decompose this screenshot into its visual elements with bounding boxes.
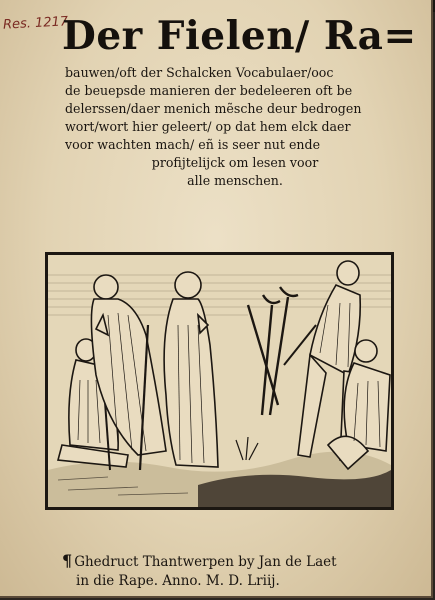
subtitle-line: alle menschen.	[187, 173, 283, 188]
subtitle-line: wort/wort hier geleert/ op dat hem elck daer	[65, 119, 351, 134]
woodcut-beggars-icon	[48, 255, 391, 507]
subtitle-line: bauwen/oft der Schalcken Vocabulaer/ooc	[65, 65, 334, 80]
subtitle-block	[65, 64, 405, 190]
woodcut-illustration	[45, 252, 394, 510]
subtitle-line: de beuepsde manieren der bedeleeren oft be	[65, 83, 353, 98]
pilcrow-icon: ¶	[62, 551, 73, 570]
page-title: Der Fielen/ Ra=	[62, 13, 417, 59]
subtitle-line: voor wachten mach/ eñ is seer nut ende	[65, 137, 321, 152]
subtitle-line: profijtelijck om lesen voor	[151, 155, 319, 170]
imprint-block	[62, 551, 402, 591]
subtitle-line: delerssen/daer menich mẽsche deur bedrogen	[65, 101, 362, 116]
shelfmark-annotation: Res. 1217	[2, 14, 69, 33]
imprint-text: Ghedruct Thantwerpen by Jan de Laet	[74, 554, 337, 570]
imprint-line-2: in die Rape. Anno. M. D. Lriij.	[76, 573, 280, 589]
imprint-line-1	[62, 551, 402, 572]
